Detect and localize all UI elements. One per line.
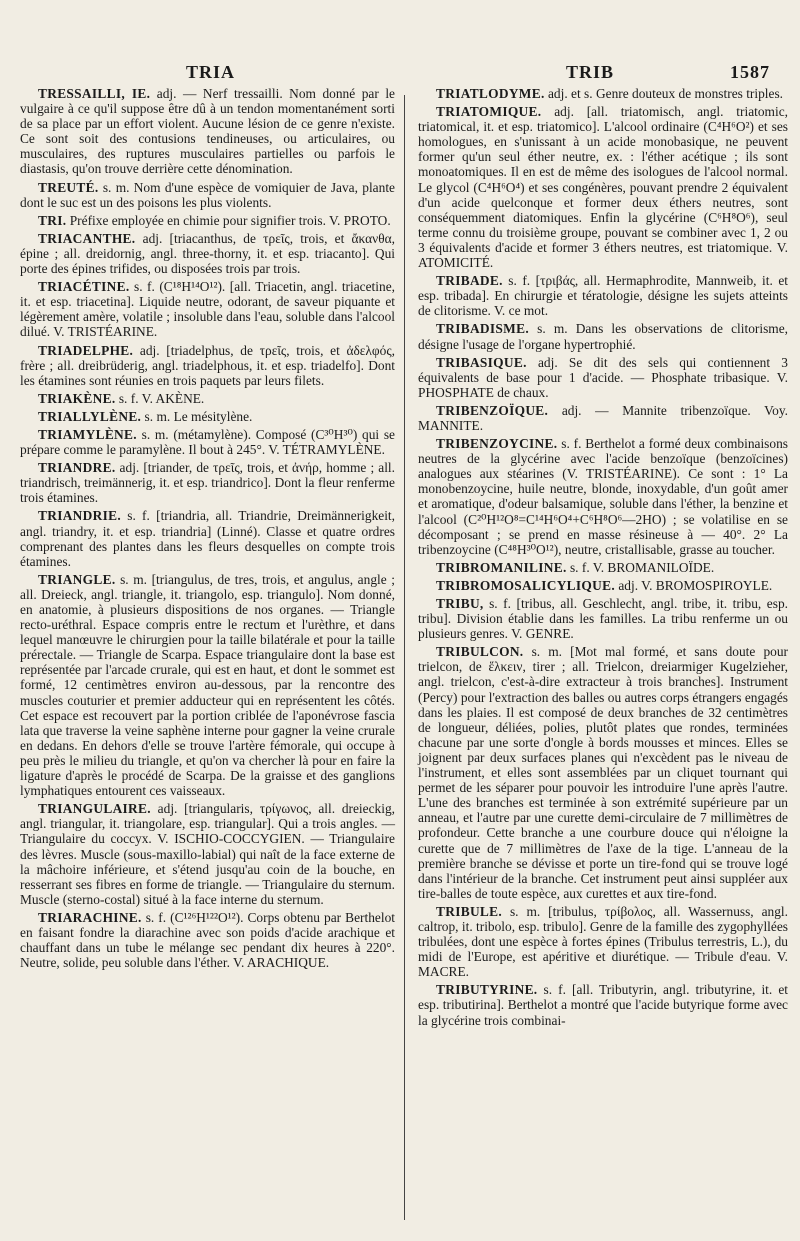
dictionary-entry	[20, 572, 395, 798]
entry-headword: TRIADELPHE.	[38, 342, 134, 358]
entry-headword: TRIBADE.	[436, 273, 503, 289]
dictionary-entry	[418, 982, 788, 1027]
entry-definition: adj. V. BROMOSPIROYLE.	[615, 577, 773, 593]
entry-definition: Préfixe employée en chimie pour signifier trois. V. PROTO.	[66, 212, 391, 228]
entry-definition: adj. [all. triatomisch, angl. triatomic, triatomical, it. et esp. triatomico]. L'alcool ordinaire (C⁴H⁶O²) et ses homologues, en s'unissant à un acide monobasique, ne peuvent former qu'un seul éther neutre, ex. : l'éther acétique ; ils sont monoatomiques. Il en est de même des isologues de l'alcool normal. Le glycol (C⁴H⁶O⁴) et ses congénères, pouvant prendre 2 équivalent d'un acide quelconque et former deux éthers neutres, sont conséquemment diatomiques. Enfin la glycérine (C⁶H⁸O⁶), seul terme connu du troisième groupe, pouvant se combiner avec 1, 2 ou 3 équivalents d'acide et former 3 éthers neutres, est triatomique. V. ATOMICITÉ.	[418, 104, 788, 271]
entry-definition: s. m. Dans les observations de clitorisme, désigne l'usage de l'organe hypertrophié.	[418, 321, 788, 352]
entry-headword: TREUTÉ.	[38, 179, 99, 195]
dictionary-entry	[20, 343, 395, 388]
entry-definition: s. m. Le mésitylène.	[141, 408, 253, 424]
dictionary-entry	[418, 273, 788, 318]
entry-headword: TRIATOMIQUE.	[436, 104, 542, 120]
entry-headword: TRIACANTHE.	[38, 230, 136, 246]
dictionary-entry	[418, 403, 788, 433]
entry-definition: s. f. [all. Tributyrin, angl. tributyrine, it. et esp. tributirina]. Berthelot a montré que l'acide butyrique forme avec la glycérine trois combinai-	[418, 982, 788, 1028]
entry-headword: TRIANGLE.	[38, 571, 116, 587]
dictionary-entry	[20, 279, 395, 339]
dictionary-entry	[20, 409, 395, 424]
entry-headword: TRIANDRIE.	[38, 508, 121, 524]
entry-headword: TRIARACHINE.	[38, 909, 142, 925]
dictionary-entry	[20, 910, 395, 970]
dictionary-entry	[418, 436, 788, 557]
entry-definition: adj. — Nerf tressailli. Nom donné par le vulgaire à ce qu'il suppose être dû à un tendon momentanément sorti de sa place par un effort violent. Aucune lésion de ce genre n'existe. Ce sont soit des contusions tendineuses, ou articulaires, ou musculaires, des ruptures musculaires partielles ou parfois le diastasis, qu'on trouve derrière cette dénomination.	[20, 86, 395, 177]
entry-definition: adj. [triacanthus, de τρεῖς, trois, et ἄκανθα, épine ; all. dreidornig, angl. three-thorny, it. et esp. triacanto]. Qui porte des épines trifides, ou disposées trois par trois.	[20, 230, 395, 277]
entry-headword: TRIBUTYRINE.	[436, 982, 538, 998]
running-head-left: TRIA	[186, 62, 236, 82]
dictionary-entry	[20, 86, 395, 177]
column-divider	[404, 95, 405, 1220]
entry-definition: s. f. Berthelot a formé deux combinaisons neutres de la glycérine avec l'acide benzoïque (benzoïcines) analogues aux stéarines (V. TRISTÉARINE). Ce sont : 1° La monobenzoycine, huile neutre, blonde, inoxydable, d'un goût amer et aromatique, d'odeur balsamique, soluble dans l'éther, la benzine et l'alcool (C²⁰H¹²O⁸=C¹⁴H⁶O⁴+C⁶H⁸O⁶—2HO) ; se volatilise en se décomposant ; se prend en masse résineuse à — 40°. 2° La tribenzoycine (C⁴⁸H³⁰O¹²), neutre, cristallisable, grasse au toucher.	[418, 436, 788, 557]
right-column	[418, 86, 788, 1031]
entry-headword: TRI.	[38, 212, 67, 228]
entry-headword: TRIAKÈNE.	[38, 390, 116, 406]
dictionary-entry	[418, 904, 788, 979]
entry-definition: s. f. [triandria, all. Triandrie, Dreimännerigkeit, angl. triandry, it. et esp. triandria] (Linné). Classe et quatre ordres comprenant des plantes dans les fleurs desquelles on compte trois étamines.	[20, 508, 395, 569]
dictionary-entry	[418, 86, 788, 101]
page-number: 1587	[730, 62, 770, 82]
dictionary-entry	[20, 508, 395, 568]
entry-definition: s. m. [tribulus, τρίβολος, all. Wassernuss, angl. caltrop, it. tribolo, esp. tribulo]. Genre de la famille des zygophyllées tribulées, dont une espèce à fortes épines (Tribulus terrestris, L.), du midi de l'Europe, est apéritive et diurétique. — Tribule d'eau. V. MACRE.	[418, 903, 788, 980]
dictionary-entry	[418, 355, 788, 400]
entry-definition: s. f. [tribus, all. Geschlecht, angl. tribe, it. tribu, esp. tribu]. Division établie dans les familles. La tribu renferme un ou plusieurs genres. V. GENRE.	[418, 596, 788, 642]
entry-headword: TRIACÉTINE.	[38, 279, 130, 295]
entry-definition: adj. [triander, de τρεῖς, trois, et ἀνήρ, homme ; all. triandrisch, treimännerig, it. et esp. triandrico]. Dont la fleur renferme trois étamines.	[20, 460, 395, 506]
entry-headword: TRIBASIQUE.	[436, 354, 527, 370]
dictionary-entry	[418, 560, 788, 575]
entry-headword: TRIBROMANILINE.	[436, 559, 567, 575]
entry-definition: s. f. V. AKÈNE.	[115, 390, 205, 406]
entry-definition: adj. [triadelphus, de τρεῖς, trois, et ἀδελφός, frère ; all. dreibrüderig, angl. triadelphous, it. et esp. triadelfo]. Dont les étamines sont réunies en trois paquets par leurs filets.	[20, 342, 395, 388]
entry-definition: adj. [triangularis, τρίγωνος, all. dreieckig, angl. triangular, it. triangolare, esp. triangular]. Qui a trois angles. — Triangulaire du coccyx. V. ISCHIO-COCCYGIEN. — Triangulaire des lèvres. Muscle (sous-maxillo-labial) qui naît de la face externe de la mâchoire inférieure, et s'étend jusqu'au coin de la bouche, en resserrant ses fibres en forme de triangle. — Triangulaire du sternum. Muscle (sterno-costal) situé à la face interne du sternum.	[20, 801, 395, 907]
dictionary-entry	[20, 427, 395, 457]
dictionary-entry	[20, 391, 395, 406]
entry-headword: TRIBU,	[436, 596, 484, 611]
entry-headword: TRIBROMOSALICYLIQUE.	[436, 577, 615, 593]
entry-definition: s. m. [triangulus, de tres, trois, et angulus, angle ; all. Dreieck, angl. triangle, it. triangolo, esp. triangulo]. Nom donné, en anatomie, à plusieurs dispositions de nos organes. — Triangle recto-uréthral. Espace compris entre le rectum et l'urèthre, et dans lequel manœuvre le chirurgien pour la taille bilatérale et pour la taille prérectale. — Triangle de Scarpa. Espace triangulaire dont la base est représentée par l'arcade crurale, qui est en haut, et dont le sommet est formé, 12 centimètres environ au-dessous, par la rencontre des muscles couturier et premier adducteur qui en représentent les côtés. Cet espace est recouvert par la portion criblée de l'aponévrose fascia lata que traverse la veine saphène interne pour gagner la veine crurale en dedans. En dehors d'elle se trouve l'artère fémorale, qui occupe à peu près le milieu du triangle, et qu'on va chercher là pour en faire la ligature d'après le procédé de Scarpa. De la graisse et des ganglions lymphatiques entourent ces vaisseaux.	[20, 571, 395, 799]
entry-headword: TRIBENZOYCINE.	[436, 436, 558, 452]
dictionary-entry	[20, 180, 395, 210]
entry-headword: TRESSAILLI, IE.	[38, 86, 151, 101]
entry-headword: TRIBENZOÏQUE.	[436, 402, 549, 418]
dictionary-entry	[20, 231, 395, 276]
entry-definition: s. f. [τριβάς, all. Hermaphrodite, Mannweib, it. et esp. tribada]. En chirurgie et tératologie, désigne les sujets atteints de clitorisme. V. ce mot.	[418, 273, 788, 319]
entry-definition: s. m. (métamylène). Composé (C³⁰H³⁰) qui se prépare comme le paramylène. Il bout à 245°. V. TÉTRAMYLÈNE.	[20, 426, 395, 458]
dictionary-entry	[418, 321, 788, 351]
entry-headword: TRIAMYLÈNE.	[38, 426, 137, 442]
entry-headword: TRIATLODYME.	[436, 86, 545, 101]
entry-definition: s. m. Nom d'une espèce de vomiquier de Java, plante dont le suc est un des poisons les plus violents.	[20, 179, 395, 210]
dictionary-entry	[20, 801, 395, 907]
entry-definition: adj. — Mannite tribenzoïque. Voy. MANNITE.	[418, 402, 788, 433]
entry-definition: s. m. [Mot mal formé, et sans doute pour trielcon, de ἕλκειν, tirer ; all. Trielcon, dreiarmiger Kugelzieher, angl. trielcon, c'est-à-dire extracteur à trois branches]. Instrument (Percy) pour l'extraction des balles ou autres corps étrangers engagés dans les plaies. Il est composé de deux branches de 32 centimètres de longueur, déliées, polies, plutôt plates que rondes, terminées chacune par une sorte d'ongle à bords mousses et minces. Elles se joignent par deux surfaces planes qui n'excèdent pas le niveau de l'instrument, et elles sont assemblées par un cliquet tournant qui permet de les séparer pour pouvoir les introduire l'une après l'autre. L'une des branches est terminée à son extrémité supérieure par un anneau, et l'autre par une curette demi-circulaire de 7 millimètres de profondeur. Cette branche a une courbure douce qui n'éloigne la curette que de 7 millimètres de l'axe de la tige. L'anneau de la première branche se dévisse et porte un tire-fond qui se trouve logé dans l'intérieur de la branche. Cet instrument peut ainsi suppléer aux tire-balles de toute espèce, aux curettes et aux tire-fond.	[418, 644, 788, 901]
running-head-right: TRIB	[566, 62, 615, 82]
dictionary-entry	[418, 644, 788, 901]
entry-definition: s. f. (C¹⁸H¹⁴O¹²). [all. Triacetin, angl. triacetine, it. et esp. triacetina]. Liquide neutre, odorant, de saveur piquante et légèrement amère, volatile ; insoluble dans l'eau, soluble dans l'alcool dilué. V. TRISTÉARINE.	[20, 279, 395, 340]
entry-headword: TRIBULE.	[436, 903, 503, 919]
dictionary-entry	[418, 596, 788, 641]
entry-headword: TRIBADISME.	[436, 321, 529, 337]
entry-definition: adj. Se dit des sels qui contiennent 3 équivalents de base pour 1 d'acide. — Phosphate tribasique. V. PHOSPHATE de chaux.	[418, 354, 788, 400]
dictionary-entry	[20, 460, 395, 505]
entry-headword: TRIANGULAIRE.	[38, 801, 151, 817]
entry-definition: s. f. V. BROMANILOÏDE.	[566, 559, 715, 575]
dictionary-entry	[418, 104, 788, 270]
entry-headword: TRIBULCON.	[436, 644, 524, 660]
entry-definition: adj. et s. Genre douteux de monstres triples.	[544, 86, 784, 101]
entry-headword: TRIALLYLÈNE.	[38, 408, 142, 424]
dictionary-entry	[418, 578, 788, 593]
left-column	[20, 86, 395, 973]
entry-headword: TRIANDRE.	[38, 460, 116, 476]
dictionary-entry	[20, 213, 395, 228]
entry-definition: s. f. (C¹²⁶H¹²²O¹²). Corps obtenu par Berthelot en faisant fondre la diarachine avec son poids d'acide arachique et chauffant dans un tube le mélange sec pendant dix heures à 220°. Neutre, solide, peu soluble dans l'éther. V. ARACHIQUE.	[20, 909, 395, 971]
